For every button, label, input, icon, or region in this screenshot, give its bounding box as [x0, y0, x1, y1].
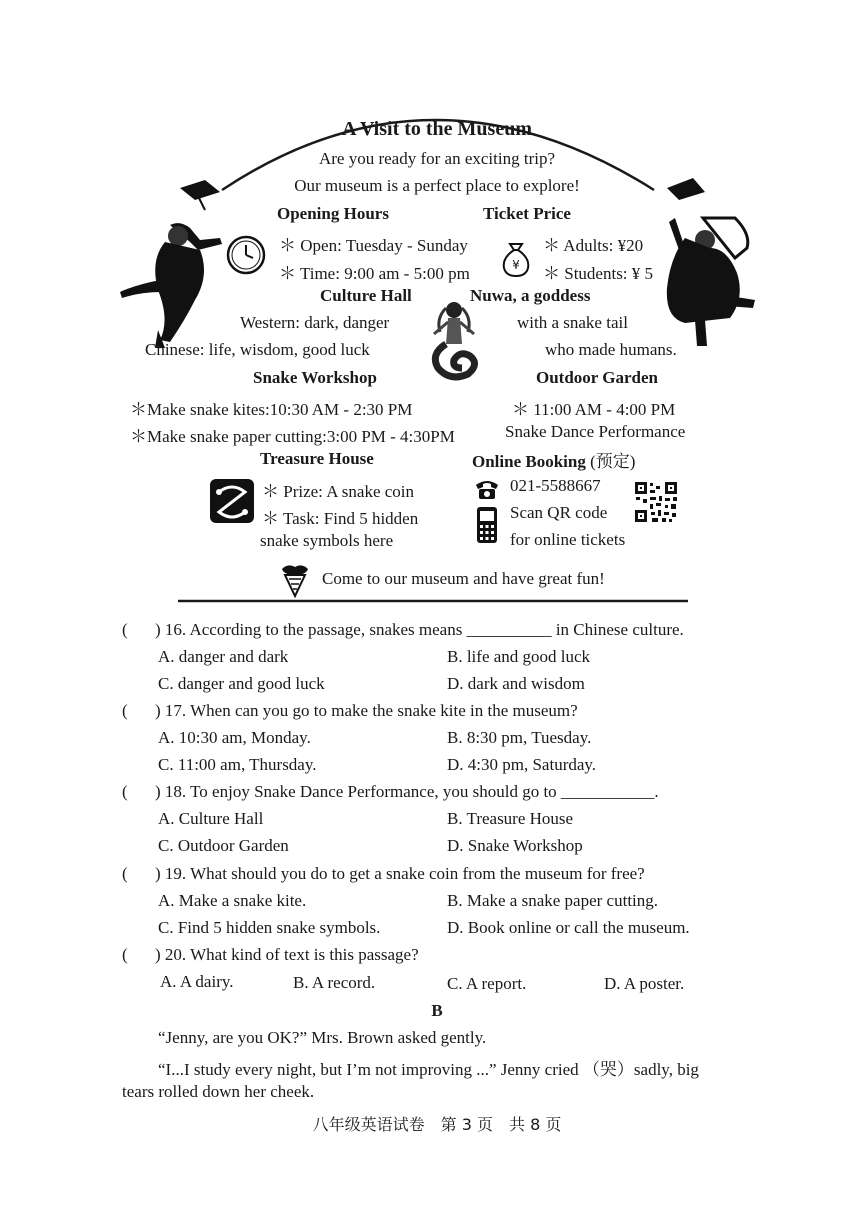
- opening-hours-heading: Opening Hours: [277, 204, 389, 223]
- q17-option-d[interactable]: D. 4:30 pm, Saturday.: [447, 755, 597, 774]
- q20-option-c[interactable]: C. A report.: [447, 974, 527, 993]
- q20-option-d[interactable]: D. A poster.: [604, 974, 685, 993]
- graduate-left: [110, 180, 240, 350]
- treasure-task: ＊ Task: Find 5 hidden: [262, 509, 419, 528]
- student-price: ＊ Students: ¥ 5: [543, 264, 654, 283]
- q19-open-paren: (: [122, 864, 128, 883]
- snake-coin-icon: [209, 478, 255, 524]
- money-bag-symbol: ¥: [512, 258, 520, 272]
- opening-days: ＊ Open: Tuesday - Sunday: [279, 236, 468, 255]
- poster-footer: Come to our museum and have great fun!: [322, 569, 605, 588]
- q18-option-d[interactable]: D. Snake Workshop: [447, 836, 583, 855]
- treasure-task-cont: snake symbols here: [260, 531, 394, 550]
- q16-stem: ) 16. According to the passage, snakes means __________ in Chinese culture.: [155, 620, 684, 639]
- outdoor-garden-heading: Outdoor Garden: [536, 368, 659, 387]
- q20-stem: ) 20. What kind of text is this passage?: [155, 945, 419, 964]
- phone-icon: [474, 477, 500, 501]
- booking-phone: 021-5588667: [510, 476, 601, 495]
- q16-open-paren: (: [122, 620, 128, 639]
- nuwa-line-1: with a snake tail: [517, 313, 628, 332]
- q19-option-d[interactable]: D. Book online or call the museum.: [447, 918, 690, 937]
- q19-stem: ) 19. What should you do to get a snake coin from the museum for free?: [155, 864, 645, 883]
- q20-open-paren: (: [122, 945, 128, 964]
- online-booking-heading: Online Booking: [472, 452, 586, 471]
- q16-option-c[interactable]: C. danger and good luck: [158, 674, 325, 693]
- graduate-right: [655, 178, 765, 348]
- nuwa-line-2: who made humans.: [545, 340, 677, 359]
- section-b-para-2-line-2: tears rolled down her cheek.: [122, 1082, 315, 1101]
- q19-option-c[interactable]: C. Find 5 hidden snake symbols.: [158, 918, 381, 937]
- culture-western: Western: dark, danger: [240, 313, 390, 332]
- mobile-phone-icon: [475, 506, 499, 544]
- q17-open-paren: (: [122, 701, 128, 720]
- ticket-price-heading: Ticket Price: [483, 204, 571, 223]
- intro-line-2: Our museum is a perfect place to explore!: [294, 176, 580, 195]
- qr-code-icon[interactable]: [634, 481, 678, 523]
- adult-price: ＊ Adults: ¥20: [543, 236, 644, 255]
- workshop-paper-cutting: ＊Make snake paper cutting:3:00 PM - 4:30PM: [130, 427, 455, 446]
- opening-time: ＊ Time: 9:00 am - 5:00 pm: [279, 264, 470, 283]
- online-booking-note: (预定): [590, 452, 636, 471]
- q16-option-a[interactable]: A. danger and dark: [158, 647, 289, 666]
- treasure-house-heading: Treasure House: [260, 449, 374, 468]
- booking-scan: Scan QR code: [510, 503, 608, 522]
- q19-option-b[interactable]: B. Make a snake paper cutting.: [447, 891, 659, 910]
- q17-option-a[interactable]: A. 10:30 am, Monday.: [158, 728, 311, 747]
- culture-hall-heading: Culture Hall: [320, 286, 412, 305]
- q20-option-b[interactable]: B. A record.: [293, 973, 376, 992]
- culture-chinese: Chinese: life, wisdom, good luck: [145, 340, 370, 359]
- section-b-label: B: [431, 1001, 443, 1020]
- nuwa-figure: [424, 298, 484, 388]
- section-b-para-1: “Jenny, are you OK?” Mrs. Brown asked gently.: [158, 1028, 487, 1047]
- q16-option-d[interactable]: D. dark and wisdom: [447, 674, 585, 693]
- q18-option-c[interactable]: C. Outdoor Garden: [158, 836, 289, 855]
- q18-option-b[interactable]: B. Treasure House: [447, 809, 574, 828]
- q17-option-c[interactable]: C. 11:00 am, Thursday.: [158, 755, 317, 774]
- workshop-kites: ＊Make snake kites:10:30 AM - 2:30 PM: [130, 400, 413, 419]
- booking-online-tickets: for online tickets: [510, 530, 626, 549]
- q18-option-a[interactable]: A. Culture Hall: [158, 809, 264, 828]
- q16-option-b[interactable]: B. life and good luck: [447, 647, 591, 666]
- clock-icon: [226, 235, 266, 275]
- q18-open-paren: (: [122, 782, 128, 801]
- snake-workshop-heading: Snake Workshop: [253, 368, 377, 387]
- section-b-para-2-line-1: “I...I study every night, but I’m not improving ...” Jenny cried （哭）sadly, big: [158, 1060, 699, 1079]
- intro-line-1: Are you ready for an exciting trip?: [318, 149, 556, 168]
- poster-title: A Visit to the Museum: [342, 118, 532, 140]
- ice-cream-icon: [280, 563, 310, 597]
- online-booking-heading-row: [472, 447, 635, 472]
- q19-option-a[interactable]: A. Make a snake kite.: [158, 891, 307, 910]
- garden-performance: Snake Dance Performance: [505, 422, 686, 441]
- q18-stem: ) 18. To enjoy Snake Dance Performance, you should go to ___________.: [155, 782, 659, 801]
- q17-option-b[interactable]: B. 8:30 pm, Tuesday.: [447, 728, 592, 747]
- nuwa-heading: Nuwa, a goddess: [470, 286, 591, 305]
- money-bag-icon: [500, 238, 532, 278]
- garden-time: ＊ 11:00 AM - 4:00 PM: [512, 400, 676, 419]
- page-footer: 八年级英语试卷 第 3 页 共 8 页: [312, 1115, 562, 1134]
- treasure-prize: ＊ Prize: A snake coin: [262, 482, 415, 501]
- q17-stem: ) 17. When can you go to make the snake kite in the museum?: [155, 701, 578, 720]
- q20-option-a[interactable]: A. A dairy.: [160, 972, 234, 991]
